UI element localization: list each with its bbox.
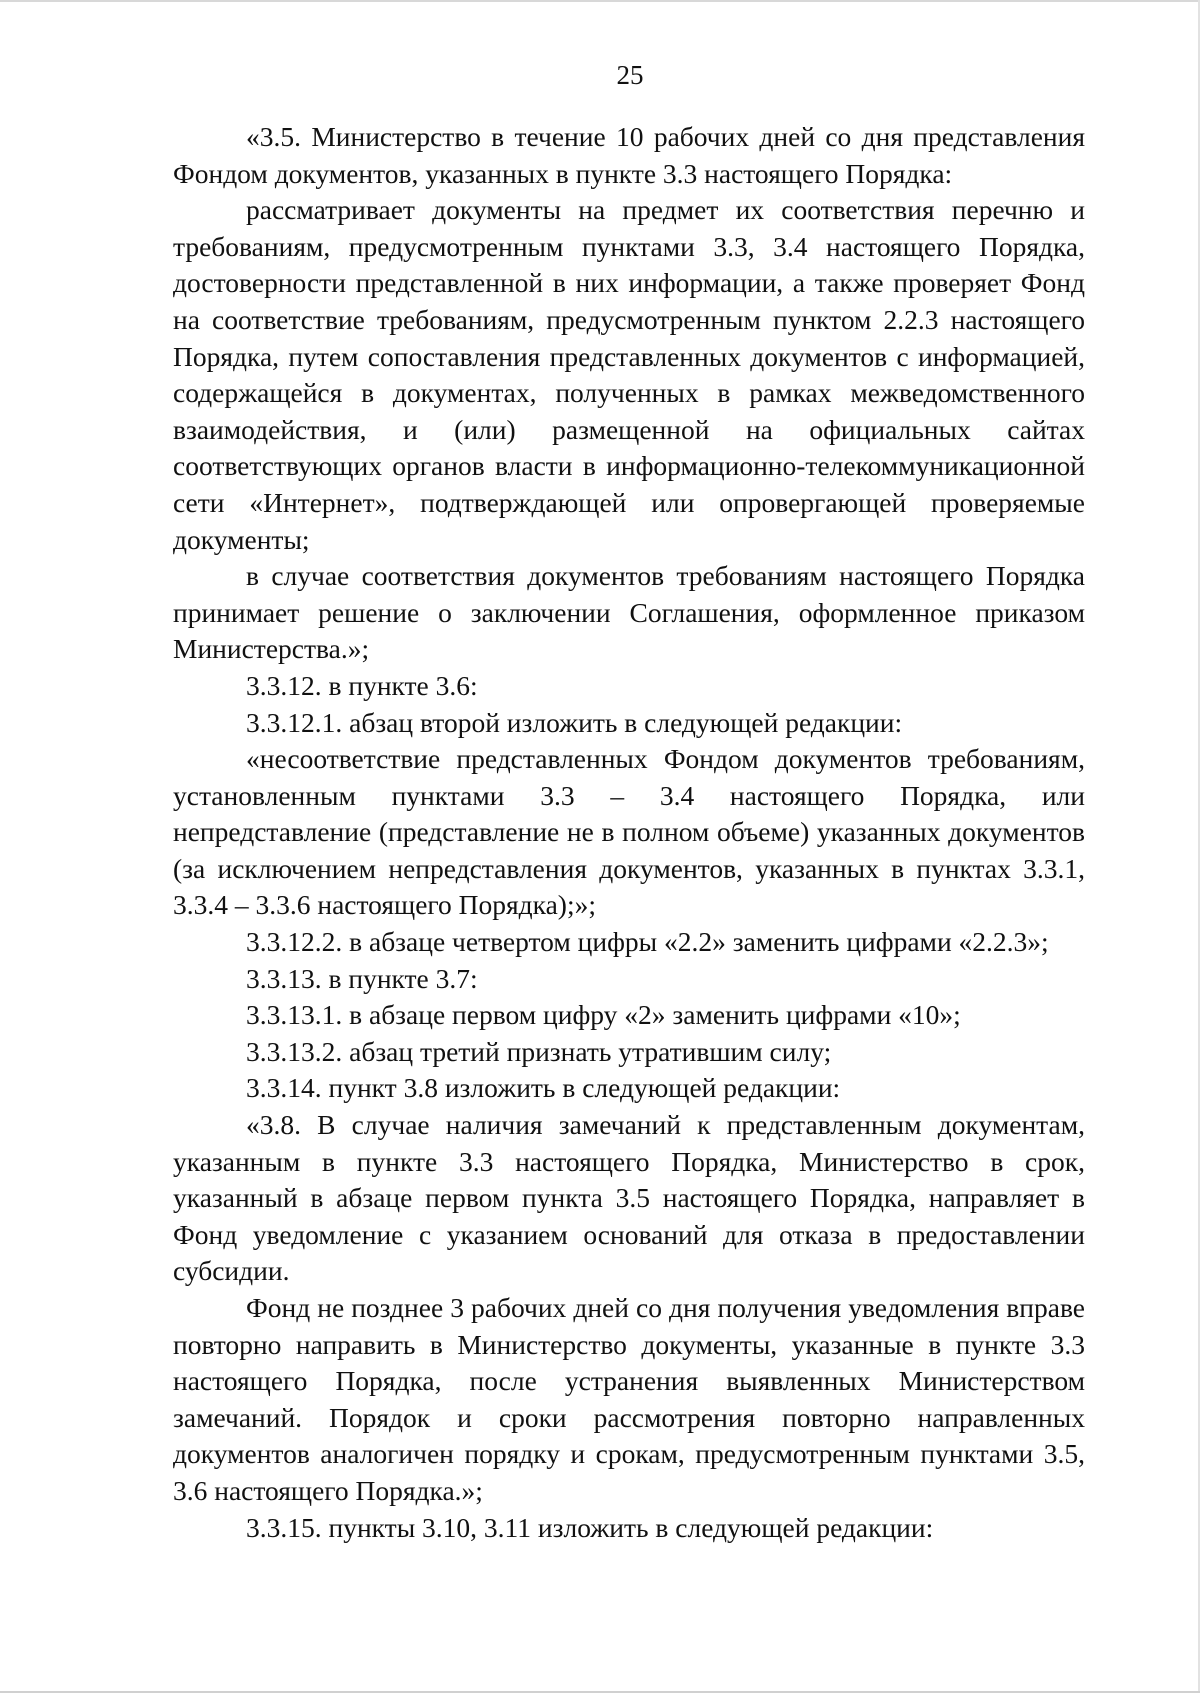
paragraph-3-8-remarks: «3.8. В случае наличия замечаний к представленным документам, указанным в пункте 3.3 настоящего Порядка, Министерство в срок, указанный в абзаце первом пункта 3.5 настоящего Порядка, направляет в Фонд уведомление с указанием оснований для отказа в предоставлении субсидии. <box>173 1109 1085 1287</box>
paragraph-3-3-13-2: 3.3.13.2. абзац третий признать утратившим силу; <box>246 1035 832 1067</box>
paragraph-3-3-12-1: 3.3.12.1. абзац второй изложить в следующей редакции: <box>246 706 903 738</box>
paragraph-decision: в случае соответствия документов требованиям настоящего Порядка принимает решение о заключении Соглашения, оформленное приказом Министерства.»; <box>173 560 1085 665</box>
paragraph-3-3-12-2: 3.3.12.2. в абзаце четвертом цифры «2.2» заменить цифрами «2.2.3»; <box>246 926 1049 958</box>
page-number: 25 <box>616 60 644 90</box>
paragraph-3-3-12: 3.3.12. в пункте 3.6: <box>246 669 478 701</box>
document-body <box>173 119 1085 1546</box>
scan-edge-top <box>0 0 1200 2</box>
paragraph-resubmission: Фонд не позднее 3 рабочих дней со дня получения уведомления вправе повторно направить в Министерство документы, указанные в пункте 3.3 настоящего Порядка, после устранения выявленных Министерством замечаний. Порядок и сроки рассмотрения повторно направленных документов аналогичен порядку и срокам, предусмотренным пунктами 3.5, 3.6 настоящего Порядка.»; <box>173 1292 1085 1506</box>
paragraph-3-3-13-1: 3.3.13.1. в абзаце первом цифру «2» заменить цифрами «10»; <box>246 999 961 1031</box>
paragraph-review-documents: рассматривает документы на предмет их соответствия перечню и требованиям, предусмотренным пунктами 3.3, 3.4 настоящего Порядка, достоверности представленной в них информации, а также проверяет Фонд на соответствие требованиям, предусмотренным пунктом 2.2.3 настоящего Порядка, путем сопоставления представленных документов с информацией, содержащейся в документах, полученных в рамках межведомственного взаимодействия, и (или) размещенной на официальных сайтах соответствующих органов власти в информационно-телекоммуникационной сети «Интернет», подтверждающей или опровергающей проверяемые документы; <box>173 194 1085 555</box>
paragraph-nonconformity: «несоответствие представленных Фондом документов требованиям, установленным пунктами 3.3 – 3.4 настоящего Порядка, или непредставление (представление не в полном объеме) указанных документов (за исключением непредставления документов, указанных в пунктах 3.3.1, 3.3.4 – 3.3.6 настоящего Порядка);»; <box>173 743 1085 921</box>
paragraph-3-5-intro: «3.5. Министерство в течение 10 рабочих дней со дня представления Фондом документов, указанных в пункте 3.3 настоящего Порядка: <box>173 121 1085 189</box>
paragraph-3-3-14: 3.3.14. пункт 3.8 изложить в следующей редакции: <box>246 1072 841 1104</box>
paragraph-3-3-13: 3.3.13. в пункте 3.7: <box>246 962 478 994</box>
paragraph-3-3-15: 3.3.15. пункты 3.10, 3.11 изложить в следующей редакции: <box>246 1511 934 1543</box>
